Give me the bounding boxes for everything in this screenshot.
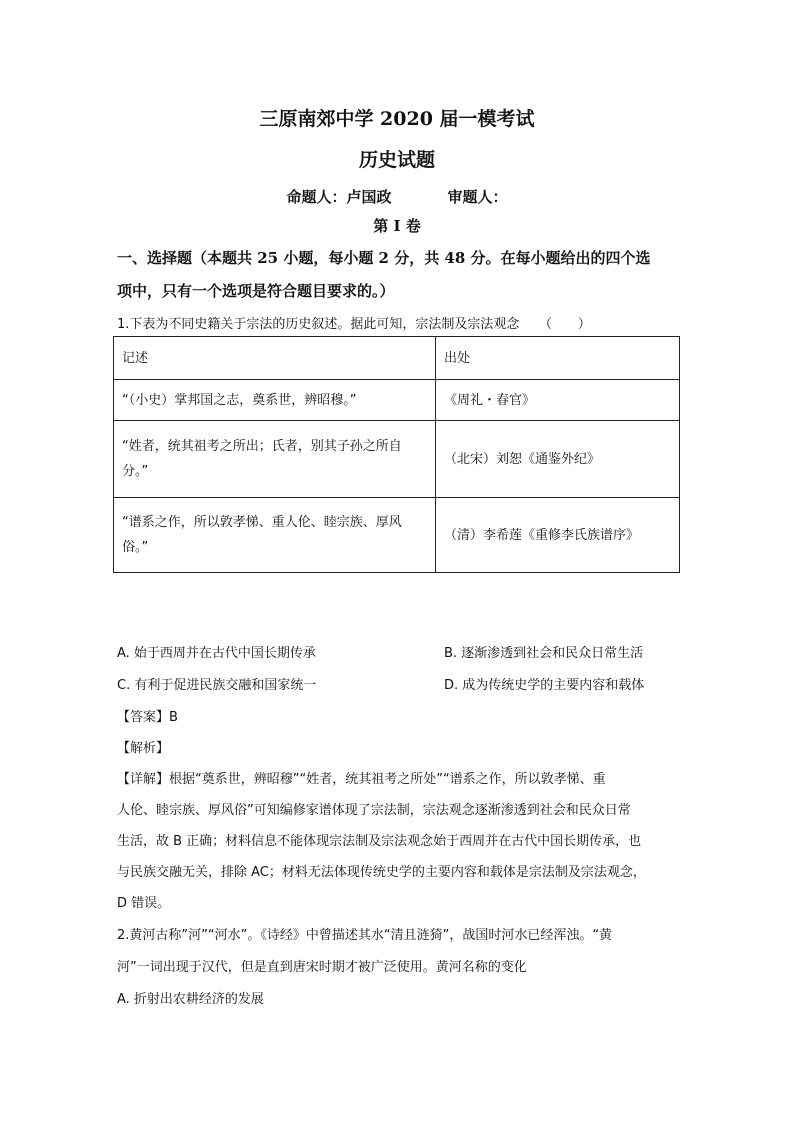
table-header-cell: 记述 [114, 337, 436, 380]
table-header-cell: 出处 [436, 337, 680, 380]
q1-explanation-line: 人伦、睦宗族、厚风俗”可知编修家谱体现了宗法制，宗法观念逐渐渗透到社会和民众日常 [117, 803, 631, 818]
q1-option-b: B. 逐渐渗透到社会和民众日常生活 [444, 646, 644, 661]
author-line [0, 186, 794, 207]
q1-option-c: C. 有利于促进民族交融和国家统一 [117, 678, 317, 693]
q1-source-table [113, 336, 680, 573]
table-cell-source: 《周礼・春官》 [436, 380, 680, 421]
table-cell-source: （清）李希莲《重修李氏族谱序》 [436, 498, 680, 573]
table-row [114, 498, 680, 573]
q1-explanation-line: 【详解】根据“奠系世，辨昭穆”“姓者，统其祖考之所处”“谱系之作，所以敦孝悌、重 [117, 772, 606, 787]
section-heading-line1: 一、选择题（本题共 25 小题，每小题 2 分，共 48 分。在每小题给出的四个选 [117, 249, 651, 267]
subject-title: 历史试题 [358, 149, 435, 171]
q2-stem-line: 2.黄河古称”河”“河水”。《诗经》中曾描述其水“清且涟猗”，战国时河水已经浑浊。“黄 [117, 928, 613, 943]
q1-option-a: A. 始于西周并在古代中国长期传承 [117, 646, 316, 661]
q2-stem-line: 河”一词出现于汉代，但是直到唐宋时期才被广泛使用。黄河名称的变化 [117, 960, 527, 975]
part-heading: 第 I 卷 [373, 217, 421, 235]
q2-option-a: A. 折射出农耕经济的发展 [117, 992, 264, 1007]
table-row [114, 380, 680, 421]
setter: 命题人：卢国政 [286, 188, 392, 206]
q1-answer: 【答案】B [117, 710, 178, 725]
section-heading-line2: 项中，只有一个选项是符合题目要求的。） [117, 282, 395, 300]
q1-explanation-line: 与民族交融无关，排除 AC；材料无法体现传统史学的主要内容和载体是宗法制及宗法观念， [117, 865, 646, 880]
table-row [114, 421, 680, 498]
table-cell-record: “谱系之作，所以敦孝悌、重人伦、睦宗族、厚风俗。” [114, 498, 436, 573]
q1-explanation-line: 生活，故 B 正确；材料信息不能体现宗法制及宗法观念始于西周并在古代中国长期传承，也 [117, 834, 642, 849]
q1-explanation-line: D 错误。 [117, 896, 171, 911]
table-header-row [114, 337, 680, 380]
q1-option-d: D. 成为传统史学的主要内容和载体 [444, 678, 645, 693]
reviewer: 审题人： [447, 188, 508, 206]
table-cell-record: “姓者，统其祖考之所出；氏者，别其子孙之所自分。” [114, 421, 436, 498]
exam-title: 三原南郊中学 2020 届一模考试 [259, 108, 535, 130]
q1-stem: 1.下表为不同史籍关于宗法的历史叙述。据此可知，宗法制及宗法观念 （ ） [117, 317, 591, 332]
q1-analysis-label: 【解析】 [117, 741, 170, 756]
table-cell-record: “（小史）掌邦国之志，奠系世，辨昭穆。” [114, 380, 436, 421]
table-cell-source: （北宋）刘恕《通鉴外纪》 [436, 421, 680, 498]
